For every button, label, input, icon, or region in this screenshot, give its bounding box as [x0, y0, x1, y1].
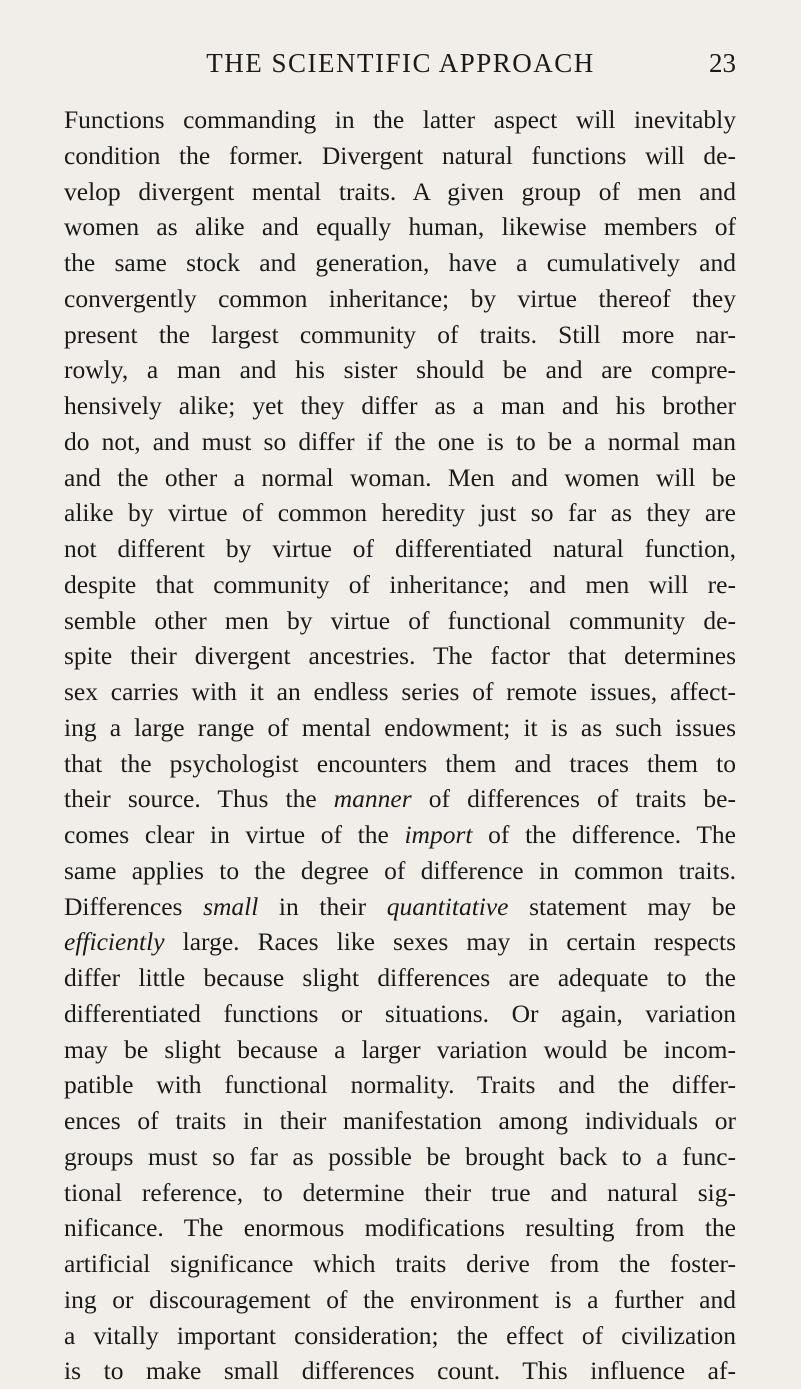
text-segment: of differences of traits be-: [411, 784, 736, 814]
text-line: [64, 174, 736, 210]
text-segment: a vitally important consideration; the effect of civilization: [64, 1320, 736, 1350]
text-segment: ing a large range of mental endowment; it is as such issues: [64, 712, 736, 742]
text-line: [64, 996, 736, 1032]
text-line: [64, 960, 736, 996]
text-segment: is to make small differences count. This influence af-: [64, 1356, 736, 1386]
text-line: [64, 1175, 736, 1211]
text-line: [64, 674, 736, 710]
text-segment: condition the former. Divergent natural functions will de-: [64, 140, 736, 170]
text-segment: same applies to the degree of difference in common traits.: [64, 855, 736, 885]
italic-text: quantitative: [386, 891, 509, 921]
text-segment: alike by virtue of common heredity just so far as they are: [64, 498, 736, 528]
text-line: [64, 1353, 736, 1389]
text-segment: present the largest community of traits. Still more nar-: [64, 319, 736, 349]
text-segment: spite their divergent ancestries. The factor that determines: [64, 641, 736, 671]
running-head: THE SCIENTIFIC APPROACH: [206, 48, 595, 78]
body-paragraph: [64, 102, 736, 1389]
text-line: [64, 138, 736, 174]
text-segment: despite that community of inheritance; and men will re-: [64, 569, 736, 599]
text-line: [64, 781, 736, 817]
italic-text: small: [203, 891, 259, 921]
text-line: [64, 710, 736, 746]
page-number: 23: [709, 48, 736, 78]
text-segment: rowly, a man and his sister should be and are compre-: [64, 355, 736, 385]
text-segment: velop divergent mental traits. A given group of men and: [64, 176, 736, 206]
text-line: [64, 531, 736, 567]
text-line: [64, 317, 736, 353]
text-segment: that the psychologist encounters them and traces them to: [64, 748, 736, 778]
text-line: [64, 245, 736, 281]
text-segment: semble other men by virtue of functional community de-: [64, 605, 736, 635]
text-line: [64, 102, 736, 138]
text-line: [64, 424, 736, 460]
text-line: [64, 567, 736, 603]
text-line: [64, 495, 736, 531]
text-segment: groups must so far as possible be brought back to a func-: [64, 1141, 736, 1171]
text-line: [64, 746, 736, 782]
text-segment: nificance. The enormous modifications resulting from the: [64, 1213, 736, 1243]
text-line: [64, 889, 736, 925]
text-line: [64, 1067, 736, 1103]
text-segment: their source. Thus the: [64, 784, 334, 814]
text-segment: and the other a normal woman. Men and women will be: [64, 462, 736, 492]
text-segment: large. Races like sexes may in certain respects: [164, 927, 736, 957]
text-segment: comes clear in virtue of the: [64, 820, 405, 849]
text-segment: differentiated functions or situations. Or again, variation: [64, 998, 736, 1028]
text-line: [64, 817, 736, 853]
text-segment: hensively alike; yet they differ as a man and his brother: [64, 391, 736, 420]
text-segment: Differences: [64, 891, 204, 921]
text-line: [64, 638, 736, 674]
text-line: [64, 281, 736, 317]
text-line: [64, 460, 736, 496]
text-segment: patible with functional normality. Traits and the differ-: [64, 1070, 736, 1100]
text-segment: statement may be: [508, 891, 736, 921]
text-line: [64, 1139, 736, 1175]
page-header: [0, 48, 801, 88]
text-line: [64, 1318, 736, 1354]
text-segment: convergently common inheritance; by virtue thereof they: [64, 283, 736, 313]
text-segment: artificial significance which traits derive from the foster-: [64, 1249, 736, 1278]
text-line: [64, 1103, 736, 1139]
text-segment: ing or discouragement of the environment is a further and: [64, 1284, 736, 1314]
text-line: [64, 603, 736, 639]
text-segment: may be slight because a larger variation would be incom-: [64, 1034, 736, 1064]
text-line: [64, 924, 736, 960]
text-line: [64, 352, 736, 388]
text-segment: the same stock and generation, have a cumulatively and: [64, 248, 736, 277]
text-line: [64, 1282, 736, 1318]
text-segment: of the difference. The: [472, 820, 736, 849]
italic-text: import: [404, 820, 473, 849]
text-line: [64, 388, 736, 424]
text-segment: in their: [258, 891, 387, 921]
text-segment: not different by virtue of differentiated natural function,: [64, 534, 736, 563]
text-line: [64, 853, 736, 889]
italic-text: manner: [333, 784, 412, 814]
text-segment: ences of traits in their manifestation among individuals or: [64, 1106, 736, 1135]
text-segment: Functions commanding in the latter aspect will inevitably: [64, 105, 736, 134]
text-line: [64, 209, 736, 245]
text-line: [64, 1246, 736, 1282]
text-segment: do not, and must so differ if the one is to be a normal man: [64, 426, 736, 456]
text-line: [64, 1210, 736, 1246]
text-segment: sex carries with it an endless series of remote issues, affect-: [64, 677, 736, 706]
text-line: [64, 1032, 736, 1068]
text-segment: tional reference, to determine their true and natural sig-: [64, 1177, 736, 1207]
text-segment: differ little because slight differences are adequate to the: [64, 963, 736, 992]
italic-text: efficiently: [64, 927, 165, 957]
text-segment: women as alike and equally human, likewise members of: [64, 212, 736, 242]
